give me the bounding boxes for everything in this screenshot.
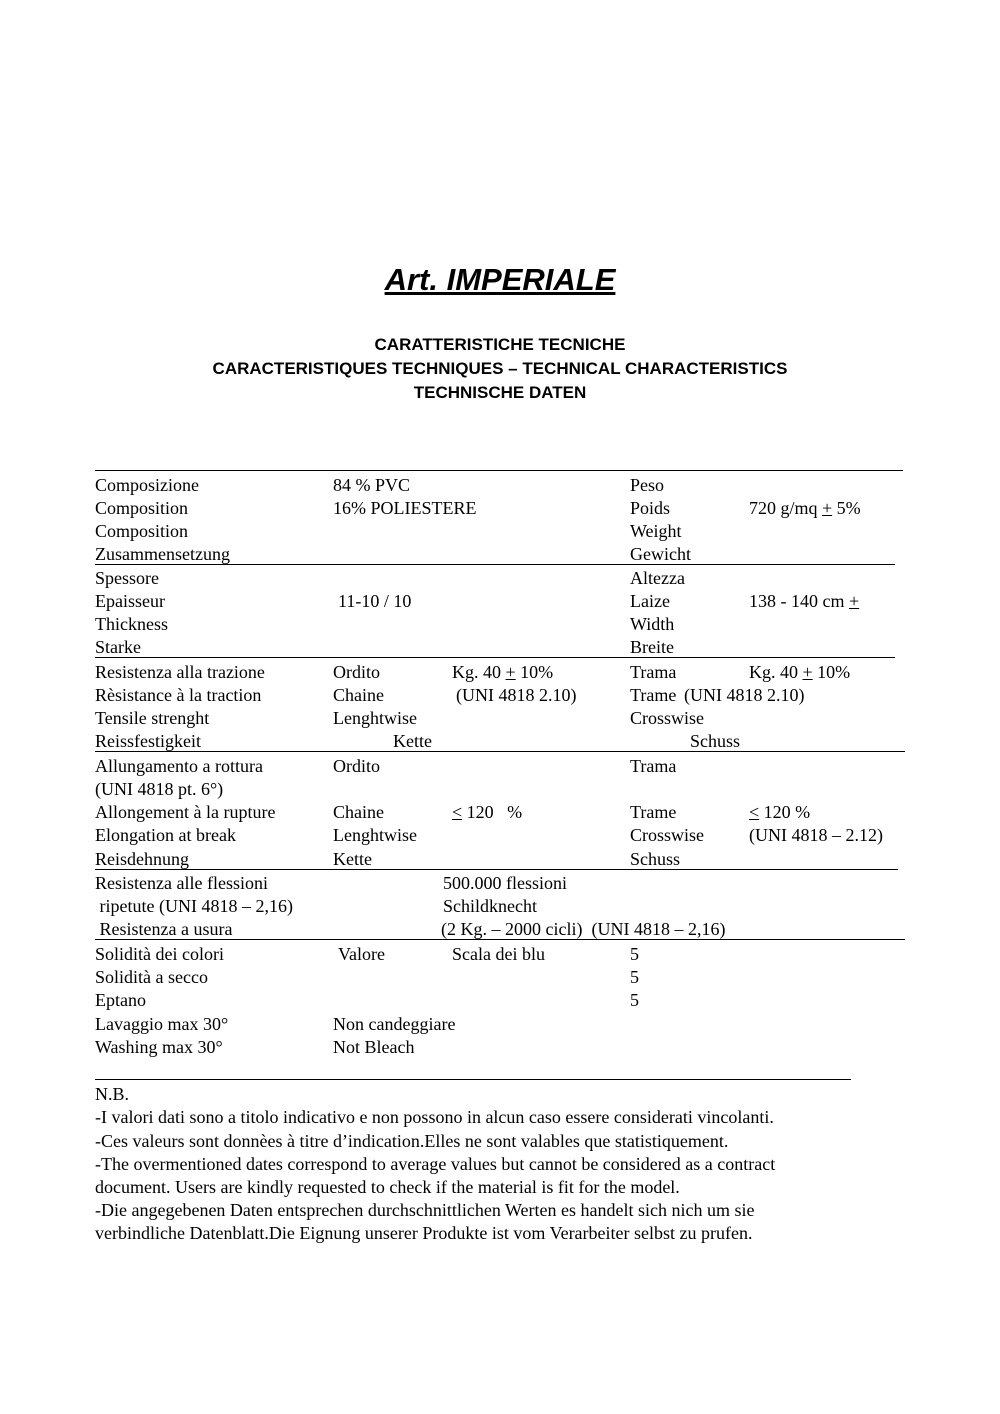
- flex-value-method: Schildknecht: [443, 896, 537, 916]
- width-label-en: Width: [630, 614, 675, 634]
- subtitle-french-english: CARACTERISTIQUES TECHNIQUES – TECHNICAL CHARACTERISTICS: [212, 359, 788, 378]
- less-or-equal-sign: <: [749, 802, 760, 822]
- weft-label-de: Schuss: [690, 731, 741, 751]
- width-value: [749, 590, 859, 613]
- elong-warp-value: [452, 801, 522, 824]
- flex-label-2: ripetute (UNI 4818 – 2,16): [95, 896, 293, 916]
- warp-label-fr: Chaine: [333, 685, 384, 705]
- fastness-grade: 5: [630, 944, 639, 964]
- abrasion-value: (2 Kg. – 2000 cicli) (UNI 4818 – 2,16): [441, 919, 726, 939]
- note-english-line-2: document. Users are kindly requested to check if the material is fit for the model.: [95, 1177, 680, 1197]
- care-no-bleach-en: Not Bleach: [333, 1037, 415, 1057]
- weft-label-fr: Trame: [630, 685, 677, 705]
- weft-tensile-tolerance: 10%: [817, 662, 851, 682]
- width-label-fr: Laize: [630, 591, 670, 611]
- rule-after-tensile: [95, 751, 905, 752]
- blue-scale-label: Scala dei blu: [452, 944, 545, 964]
- weft-label-it: Trama: [630, 662, 677, 682]
- elongation-norm-label: (UNI 4818 pt. 6°): [95, 779, 224, 799]
- document-title: Art. IMPERIALE: [384, 262, 616, 297]
- elong-weft-label-it: Trama: [630, 756, 677, 776]
- weft-tensile-value: [749, 661, 850, 684]
- elong-weft-label-en: Crosswise: [630, 825, 705, 845]
- composition-label-it: Composizione: [95, 475, 199, 495]
- warp-label-en: Lenghtwise: [333, 708, 417, 728]
- plus-minus-sign: +: [802, 662, 813, 682]
- flex-value-cycles: 500.000 flessioni: [443, 873, 567, 893]
- width-label-de: Breite: [630, 637, 674, 657]
- weight-label-de: Gewicht: [630, 544, 691, 564]
- dry-fastness-grade: 5: [630, 967, 639, 987]
- width-number: 138 - 140 cm: [749, 591, 845, 611]
- subtitle-italian: CARATTERISTICHE TECNICHE: [374, 335, 626, 354]
- heptane-grade: 5: [630, 990, 639, 1010]
- heptane-label: Eptano: [95, 990, 146, 1010]
- elong-weft-label-fr: Trame: [630, 802, 677, 822]
- weight-number: 720 g/mq: [749, 498, 818, 518]
- elong-warp-label-en: Lenghtwise: [333, 825, 417, 845]
- thickness-value: 11-10 / 10: [338, 591, 412, 611]
- elong-warp-label-de: Kette: [333, 849, 372, 869]
- plus-minus-sign: +: [505, 662, 516, 682]
- fastness-label: Solidità dei colori: [95, 944, 224, 964]
- warp-label-de: Kette: [393, 731, 432, 751]
- note-italian: -I valori dati sono a titolo indicativo e non possono in alcun caso essere considerati vincolanti.: [95, 1107, 774, 1127]
- weft-label-en: Crosswise: [630, 708, 705, 728]
- weight-label-en: Weight: [630, 521, 682, 541]
- care-no-bleach-it: Non candeggiare: [333, 1014, 456, 1034]
- elong-warp-label-it: Ordito: [333, 756, 380, 776]
- composition-label-fr: Composition: [95, 498, 189, 518]
- value-column-label: Valore: [338, 944, 385, 964]
- rule-after-thickness: [95, 657, 895, 658]
- rule-before-notes: [95, 1079, 851, 1080]
- tensile-label-it: Resistenza alla trazione: [95, 662, 265, 682]
- elong-weft-label-de: Schuss: [630, 849, 681, 869]
- flex-label-1: Resistenza alle flessioni: [95, 873, 268, 893]
- weight-tolerance: 5%: [836, 498, 861, 518]
- dry-fastness-label: Solidità a secco: [95, 967, 208, 987]
- weight-value: [749, 497, 861, 520]
- plus-minus-sign: +: [822, 498, 833, 518]
- width-label-it: Altezza: [630, 568, 685, 588]
- elong-warp-label-fr: Chaine: [333, 802, 384, 822]
- composition-value-pvc: 84 % PVC: [333, 475, 411, 495]
- tensile-label-fr: Rèsistance à la traction: [95, 685, 262, 705]
- elong-weft-norm: (UNI 4818 – 2.12): [749, 825, 883, 845]
- elongation-label-fr: Allongement à la rupture: [95, 802, 276, 822]
- thickness-label-de: Starke: [95, 637, 141, 657]
- less-or-equal-sign: <: [452, 802, 463, 822]
- note-french: -Ces valeurs sont donnèes à titre d’indication.Elles ne sont valables que statistiquement.: [95, 1131, 729, 1151]
- thickness-label-en: Thickness: [95, 614, 168, 634]
- composition-label-en: Composition: [95, 521, 189, 541]
- warp-tensile-norm: (UNI 4818 2.10): [456, 685, 577, 705]
- weft-tensile-kg: Kg. 40: [749, 662, 798, 682]
- flex-label-3: Resistenza a usura: [95, 919, 233, 939]
- composition-value-polyester: 16% POLIESTERE: [333, 498, 477, 518]
- elong-weft-value: [749, 801, 810, 824]
- washing-label-it: Lavaggio max 30°: [95, 1014, 229, 1034]
- tensile-label-de: Reissfestigkeit: [95, 731, 201, 751]
- thickness-label-fr: Epaisseur: [95, 591, 165, 611]
- elong-weft-percent: 120 %: [763, 802, 811, 822]
- warp-label-it: Ordito: [333, 662, 380, 682]
- elong-warp-percent: 120 %: [466, 802, 523, 822]
- tensile-label-en: Tensile strenght: [95, 708, 210, 728]
- elongation-label-de: Reisdehnung: [95, 849, 189, 869]
- warp-tensile-kg: Kg. 40: [452, 662, 501, 682]
- warp-tensile-tolerance: 10%: [520, 662, 554, 682]
- elongation-label-it: Allungamento a rottura: [95, 756, 263, 776]
- weight-label-fr: Poids: [630, 498, 671, 518]
- weight-label-it: Peso: [630, 475, 665, 495]
- rule-after-elongation: [95, 869, 898, 870]
- table-top-rule: [95, 470, 903, 471]
- washing-label-en: Washing max 30°: [95, 1037, 223, 1057]
- composition-label-de: Zusammensetzung: [95, 544, 230, 564]
- warp-tensile-value: [452, 661, 553, 684]
- note-english-line-1: -The overmentioned dates correspond to average values but cannot be considered as a contract: [95, 1154, 776, 1174]
- thickness-label-it: Spessore: [95, 568, 159, 588]
- subtitle-german: TECHNISCHE DATEN: [413, 383, 587, 402]
- weft-tensile-norm: (UNI 4818 2.10): [684, 685, 805, 705]
- notes-heading: N.B.: [95, 1084, 130, 1104]
- elongation-label-en: Elongation at break: [95, 825, 236, 845]
- note-german-line-2: verbindliche Datenblatt.Die Eignung unserer Produkte ist vom Verarbeiter selbst zu prufen.: [95, 1223, 753, 1243]
- plus-minus-sign: +: [848, 591, 860, 611]
- note-german-line-1: -Die angegebenen Daten entsprechen durchschnittlichen Werten es handelt sich nich um sie: [95, 1200, 755, 1220]
